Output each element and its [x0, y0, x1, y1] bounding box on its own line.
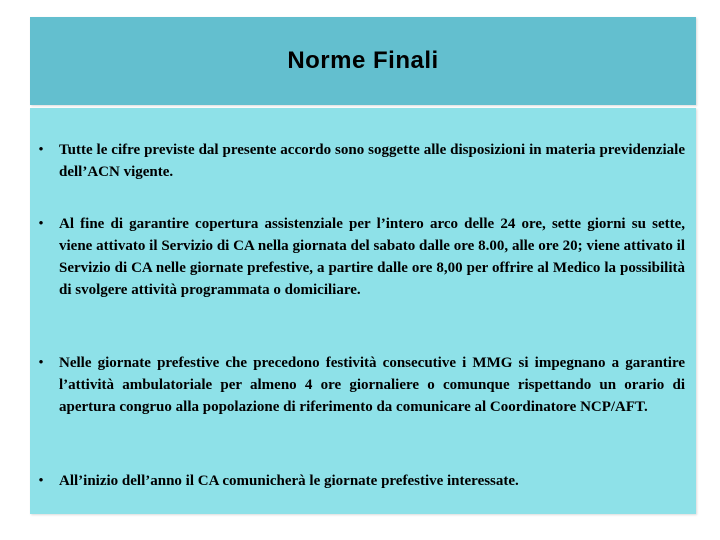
content-box	[30, 108, 696, 514]
bullet-marker: •	[38, 355, 44, 371]
bullet-text: Al fine di garantire copertura assistenziale per l’intero arco delle 24 ore, sette giorni su sette, viene attivato il Servizio di CA nella giornata del sabato dalle ore 8.00, alle ore 20; viene attivato il Servizio di CA nelle giornate prefestive, a partire dalle ore 8,00 per offrire al Medico la possibilità di svolgere attività programmata o domiciliare.	[59, 216, 685, 298]
bullet-marker: •	[38, 142, 44, 158]
bullet-marker: •	[38, 473, 44, 489]
slide-title: Norme Finali	[287, 47, 439, 74]
bullet-text: Tutte le cifre previste dal presente accordo sono soggette alle disposizioni in materia previdenziale dell’ACN vigente.	[59, 142, 685, 180]
bullet-marker: •	[38, 216, 44, 232]
bullet-text: Nelle giornate prefestive che precedono festività consecutive i MMG si impegnano a garantire l’attività ambulatoriale per almeno 4 ore giornaliere o comunque rispettando un orario di apertura congruo alla popolazione di riferimento da comunicare al Coordinatore NCP/AFT.	[59, 355, 685, 415]
title-box	[30, 17, 696, 105]
bullet-text: All’inizio dell’anno il CA comunicherà le giornate prefestive interessate.	[59, 473, 519, 489]
